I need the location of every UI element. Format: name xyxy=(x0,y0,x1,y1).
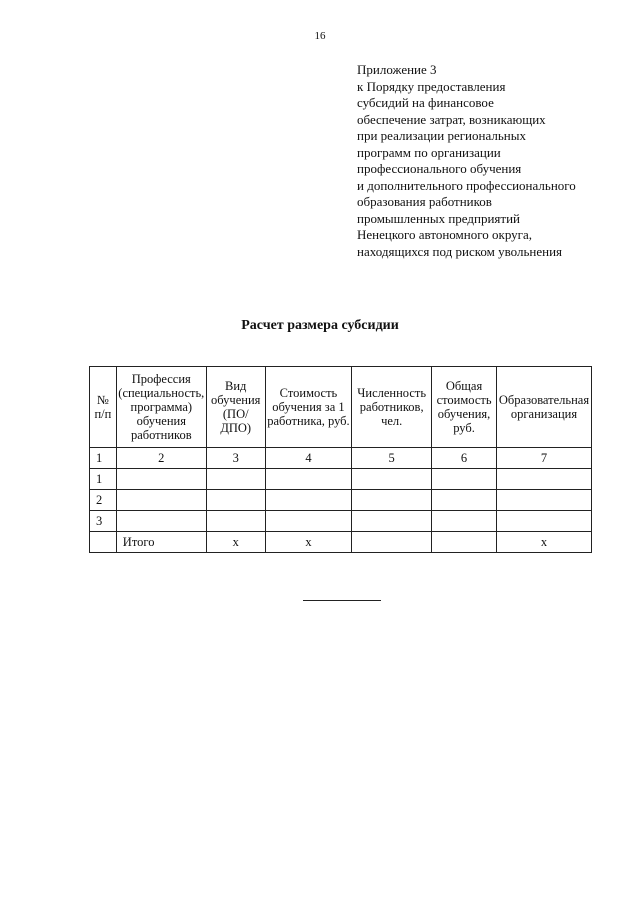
total-row xyxy=(90,532,592,553)
table-header-row xyxy=(90,367,592,448)
table-cell xyxy=(432,469,497,490)
appendix-line: обеспечение затрат, возникающих xyxy=(357,111,546,127)
appendix-line: при реализации региональных xyxy=(357,128,526,143)
appendix-line: программ по организации xyxy=(357,144,501,160)
table-cell xyxy=(116,469,206,490)
table-row xyxy=(90,490,592,511)
column-number-cell: 6 xyxy=(432,448,497,469)
table-cell xyxy=(265,469,352,490)
table-cell xyxy=(496,490,591,511)
table-cell xyxy=(265,490,352,511)
table-cell xyxy=(206,469,265,490)
table-cell xyxy=(352,532,432,553)
table-row xyxy=(90,469,592,490)
page-number: 16 xyxy=(314,30,326,42)
column-number-row xyxy=(90,448,592,469)
row-number-cell: 3 xyxy=(90,511,117,532)
table-row xyxy=(90,511,592,532)
table-cell xyxy=(206,511,265,532)
header-cell-cost-per-worker: Стоимость обучения за 1 работника, руб. xyxy=(265,367,352,448)
appendix-block xyxy=(357,62,627,260)
column-number-cell: 2 xyxy=(116,448,206,469)
row-number-cell: 1 xyxy=(90,469,117,490)
table-cell: х xyxy=(206,532,265,553)
table-cell xyxy=(432,511,497,532)
header-cell-organization: Образовательная организация xyxy=(496,367,591,448)
header-cell-worker-count: Численность работников, чел. xyxy=(352,367,432,448)
table-cell xyxy=(496,469,591,490)
header-cell-profession: Профессия (специальность, программа) обучения работников xyxy=(116,367,206,448)
column-number-cell: 7 xyxy=(496,448,591,469)
table-cell xyxy=(352,490,432,511)
table-cell: х xyxy=(265,532,352,553)
table-cell: х xyxy=(496,532,591,553)
table-cell xyxy=(496,511,591,532)
appendix-line: промышленных предприятий xyxy=(357,210,520,226)
header-cell-total-cost: Общая стоимость обучения, руб. xyxy=(432,367,497,448)
subsidy-calculation-table xyxy=(89,366,592,553)
table-cell xyxy=(116,490,206,511)
column-number-cell: 3 xyxy=(206,448,265,469)
appendix-line: субсидий на финансовое xyxy=(357,95,494,110)
table-cell xyxy=(265,511,352,532)
column-number-cell: 4 xyxy=(265,448,352,469)
table-cell xyxy=(352,511,432,532)
table-cell xyxy=(432,490,497,511)
column-number-cell: 5 xyxy=(352,448,432,469)
table-cell xyxy=(116,511,206,532)
table-cell xyxy=(206,490,265,511)
appendix-line: профессионального обучения xyxy=(357,161,522,176)
appendix-line: и дополнительного профессионального xyxy=(357,177,576,193)
appendix-line: образования работников xyxy=(357,194,492,209)
document-title: Расчет размера субсидии xyxy=(241,318,399,333)
table-cell xyxy=(432,532,497,553)
table-cell xyxy=(90,532,117,553)
column-number-cell: 1 xyxy=(90,448,117,469)
header-cell-training-type: Вид обучения (ПО/ДПО) xyxy=(206,367,265,448)
table-cell xyxy=(352,469,432,490)
header-cell-number: № п/п xyxy=(90,367,117,448)
appendix-line: к Порядку предоставления xyxy=(357,78,506,94)
total-label: Итого xyxy=(116,532,206,553)
appendix-line: Ненецкого автономного округа, xyxy=(357,227,532,242)
appendix-line: Приложение 3 xyxy=(357,62,437,77)
appendix-line: находящихся под риском увольнения xyxy=(357,243,563,259)
end-separator-line xyxy=(303,600,381,601)
row-number-cell: 2 xyxy=(90,490,117,511)
